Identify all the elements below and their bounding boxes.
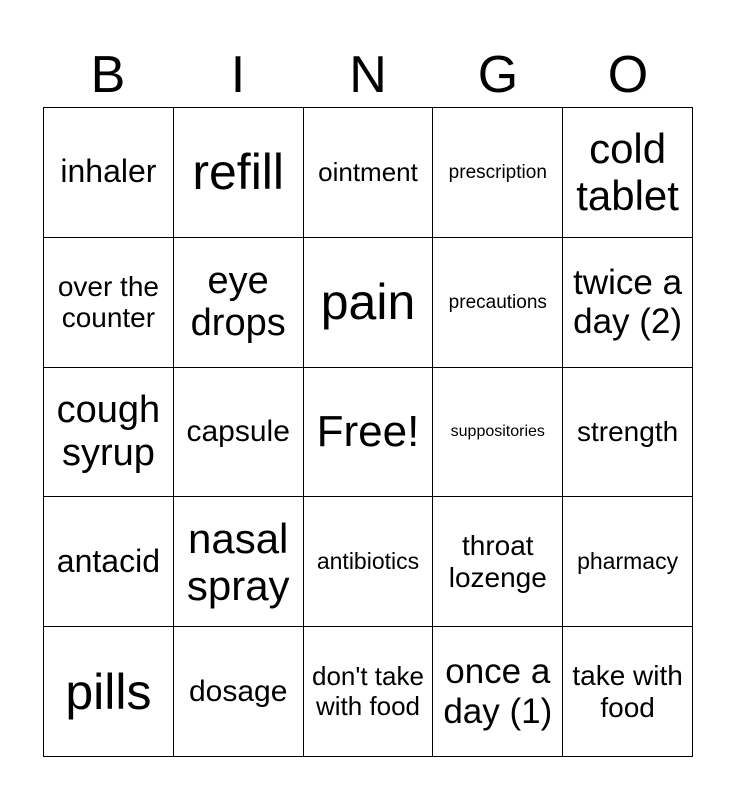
bingo-cell-r5-c2[interactable] bbox=[174, 627, 304, 757]
bingo-header bbox=[43, 45, 693, 105]
cell-label: suppositories bbox=[450, 423, 545, 441]
free-space-label: Free! bbox=[316, 407, 420, 457]
bingo-cell-r1-c2[interactable] bbox=[174, 108, 304, 238]
header-letter-i: I bbox=[230, 46, 246, 104]
bingo-cell-r1-c4[interactable] bbox=[433, 108, 563, 238]
cell-label: once a day (1) bbox=[443, 652, 553, 731]
cell-label: cough syrup bbox=[56, 389, 161, 474]
cell-label: cold tablet bbox=[576, 125, 679, 220]
cell-label: pills bbox=[65, 663, 152, 720]
cell-label: refill bbox=[192, 144, 285, 201]
cell-label: dosage bbox=[188, 674, 288, 708]
cell-label: pain bbox=[320, 274, 416, 331]
bingo-cell-r3-c1[interactable] bbox=[44, 368, 174, 498]
bingo-cell-r4-c4[interactable] bbox=[433, 497, 563, 627]
bingo-cell-r2-c5[interactable] bbox=[563, 238, 693, 368]
cell-label: prescription bbox=[448, 161, 547, 183]
bingo-cell-r1-c1[interactable] bbox=[44, 108, 174, 238]
cell-label: take with food bbox=[572, 660, 683, 723]
cell-label: don't take with food bbox=[312, 661, 424, 721]
bingo-cell-r4-c1[interactable] bbox=[44, 497, 174, 627]
bingo-cell-r1-c5[interactable] bbox=[563, 108, 693, 238]
header-letter-o: O bbox=[607, 46, 649, 104]
cell-label: over the counter bbox=[57, 270, 159, 334]
cell-label: precautions bbox=[448, 291, 547, 313]
cell-label: inhaler bbox=[60, 153, 157, 190]
bingo-cell-r4-c3[interactable] bbox=[304, 497, 434, 627]
cell-label: antibiotics bbox=[316, 547, 420, 574]
cell-label: eye drops bbox=[190, 259, 286, 345]
header-letter-n: N bbox=[349, 46, 387, 104]
bingo-cell-r2-c3[interactable] bbox=[304, 238, 434, 368]
cell-label: throat lozenge bbox=[448, 530, 547, 593]
bingo-cell-r3-c4[interactable] bbox=[433, 368, 563, 498]
bingo-cell-r3-c2[interactable] bbox=[174, 368, 304, 498]
bingo-cell-r2-c2[interactable] bbox=[174, 238, 304, 368]
bingo-cell-r5-c3[interactable] bbox=[304, 627, 434, 757]
cell-label: antacid bbox=[56, 542, 160, 579]
bingo-cell-r5-c4[interactable] bbox=[433, 627, 563, 757]
bingo-card-grid bbox=[43, 107, 693, 757]
cell-label: capsule bbox=[186, 415, 290, 449]
header-letter-b: B bbox=[90, 46, 126, 104]
bingo-cell-r2-c1[interactable] bbox=[44, 238, 174, 368]
bingo-cell-r4-c2[interactable] bbox=[174, 497, 304, 627]
bingo-cell-r5-c5[interactable] bbox=[563, 627, 693, 757]
cell-label: nasal spray bbox=[186, 514, 290, 609]
bingo-cell-r2-c4[interactable] bbox=[433, 238, 563, 368]
cell-label: twice a day (2) bbox=[573, 263, 683, 342]
bingo-cell-r1-c3[interactable] bbox=[304, 108, 434, 238]
cell-label: pharmacy bbox=[577, 547, 679, 574]
cell-label: strength bbox=[577, 416, 679, 448]
bingo-cell-r3-c5[interactable] bbox=[563, 368, 693, 498]
bingo-cell-r3-c3[interactable] bbox=[304, 368, 434, 498]
bingo-cell-r5-c1[interactable] bbox=[44, 627, 174, 757]
cell-label: ointment bbox=[318, 156, 418, 187]
header-letter-g: G bbox=[477, 46, 519, 104]
bingo-cell-r4-c5[interactable] bbox=[563, 497, 693, 627]
